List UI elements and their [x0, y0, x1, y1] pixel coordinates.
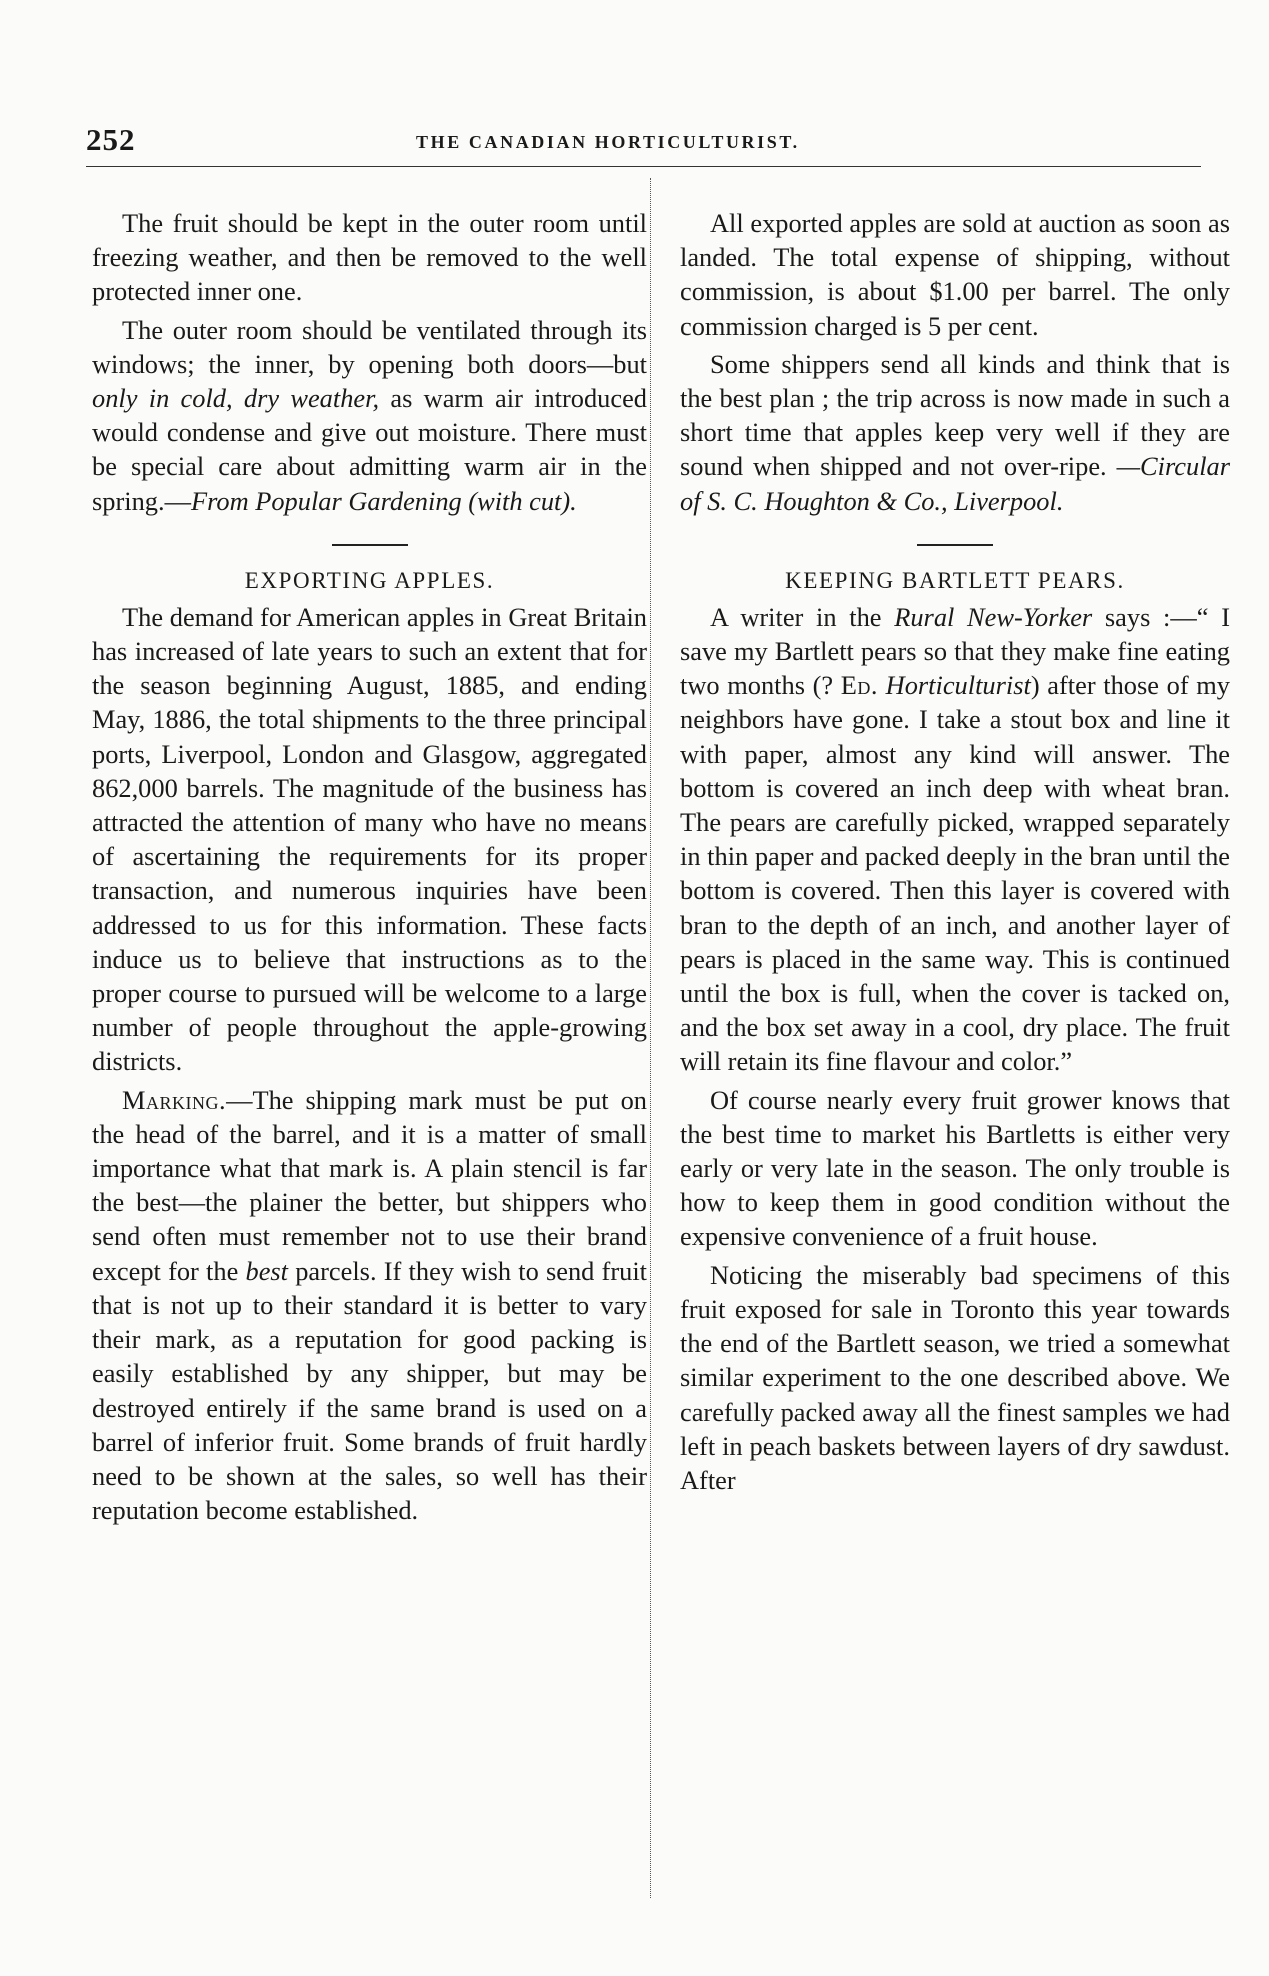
section-lead: Marking. — [122, 1084, 227, 1115]
source-citation: From Popular Gardening (with cut). — [190, 485, 577, 516]
text-run: parcels. If they wish to send fruit that is not up to their standard it is better to vary their mark, as a reputation for good packing is easily established by any shipper, but may be destroyed entirely if the same brand is used on a barrel of inferior fruit. Some brands of fruit hardly need to be shown at the sales, so well has their reputation become established. — [92, 1255, 647, 1526]
article-separator — [332, 544, 408, 546]
paragraph — [680, 600, 1230, 1079]
text-run: —The shipping mark must be put on the head of the barrel, and it is a matter of small importance what that mark is. A plain stencil is far the best—the plainer the better, but shippers who send often must remember not to use their brand except for the — [92, 1084, 647, 1286]
paragraph: Of course nearly every fruit grower knows that the best time to market his Bartletts is either very early or very late in the season. The only trouble is how to keep them in good condition without the expensive convenience of a fruit house. — [680, 1084, 1230, 1252]
article-heading: KEEPING BARTLETT PEARS. — [785, 567, 1125, 593]
publication-title: Rural New-Yorker — [894, 601, 1093, 632]
text-run: The outer room should be ventilated through its windows; the inner, by opening both doors—but — [92, 314, 647, 379]
page-number: 252 — [86, 122, 136, 157]
article-separator — [917, 544, 993, 546]
paragraph: The fruit should be kept in the outer room until freezing weather, and then be removed to the well protected inner one. — [92, 208, 647, 307]
text-run: A writer in the — [710, 601, 895, 632]
paragraph: Noticing the miserably bad specimens of this fruit exposed for sale in Toronto this year towards the end of the Bartlett season, we tried a somewhat similar experiment to the one described above. We carefully packed away all the finest samples we had left in peach baskets between layers of dry sawdust. After — [680, 1259, 1230, 1495]
text-run: as warm air introduced would condense and give out moisture. There must be special care about admitting warm air in the spring.— — [92, 383, 648, 516]
paragraph — [92, 1083, 647, 1528]
page-header — [86, 122, 1201, 162]
emphasis-text: only in cold, dry weather, — [92, 383, 380, 414]
paragraph: The demand for American apples in Great Britain has increased of late years to such an extent that for the season beginning August, 1885, and ending May, 1886, the total shipments to the three principal ports, Liverpool, London and Glasgow, aggregated 862,000 barrels. The magnitude of the business has attracted the attention of many who have no means of ascertaining the requirements for its proper transaction, and numerous inquiries have been addressed to us for this information. These facts induce us to believe that instructions as to the proper course to pursued will be welcome to a large number of people throughout the apple-growing districts. — [92, 601, 647, 1077]
paragraph: All exported apples are sold at auction as soon as landed. The total expense of shipping, without commission, is about $1.00 per barrel. The only commission charged is 5 per cent. — [680, 208, 1230, 341]
emphasis-text: best — [245, 1255, 289, 1286]
left-column — [92, 206, 647, 1527]
header-rule — [86, 166, 1201, 167]
paragraph — [92, 313, 647, 518]
running-title: THE CANADIAN HORTICULTURIST. — [416, 132, 800, 152]
column-divider — [650, 178, 651, 1898]
article-heading: EXPORTING APPLES. — [244, 567, 495, 593]
right-column — [680, 206, 1230, 1497]
source-citation: —Circular of S. C. Houghton & Co., Liverpool. — [680, 451, 1230, 516]
text-run: Some shippers send all kinds and think that is the best plan ; the trip across is now made in such a short time that apples keep very well if they are sound when shipped and not over-ripe. — [680, 348, 1230, 482]
paragraph — [680, 347, 1230, 518]
text-run: ) after those of my neighbors have gone. I take a stout box and line it with paper, almost any kind will answer. The bottom is covered an inch deep with wheat bran. The pears are carefully picked, wrapped separately in thin paper and packed deeply in the bran until the bottom is covered. Then this layer is covered with bran to the depth of an inch, and another layer of pears is placed in the same way. This is continued until the box is full, when the cover is tacked on, and the box set away in a cool, dry place. The fruit will retain its fine flavour and color.” — [680, 670, 1230, 1077]
text-run: says :—“ I save my Bartlett pears so that they make fine eating two months (? — [680, 601, 1230, 701]
publication-title: Horticulturist — [878, 670, 1031, 701]
editor-abbrev: Ed. — [840, 670, 878, 701]
